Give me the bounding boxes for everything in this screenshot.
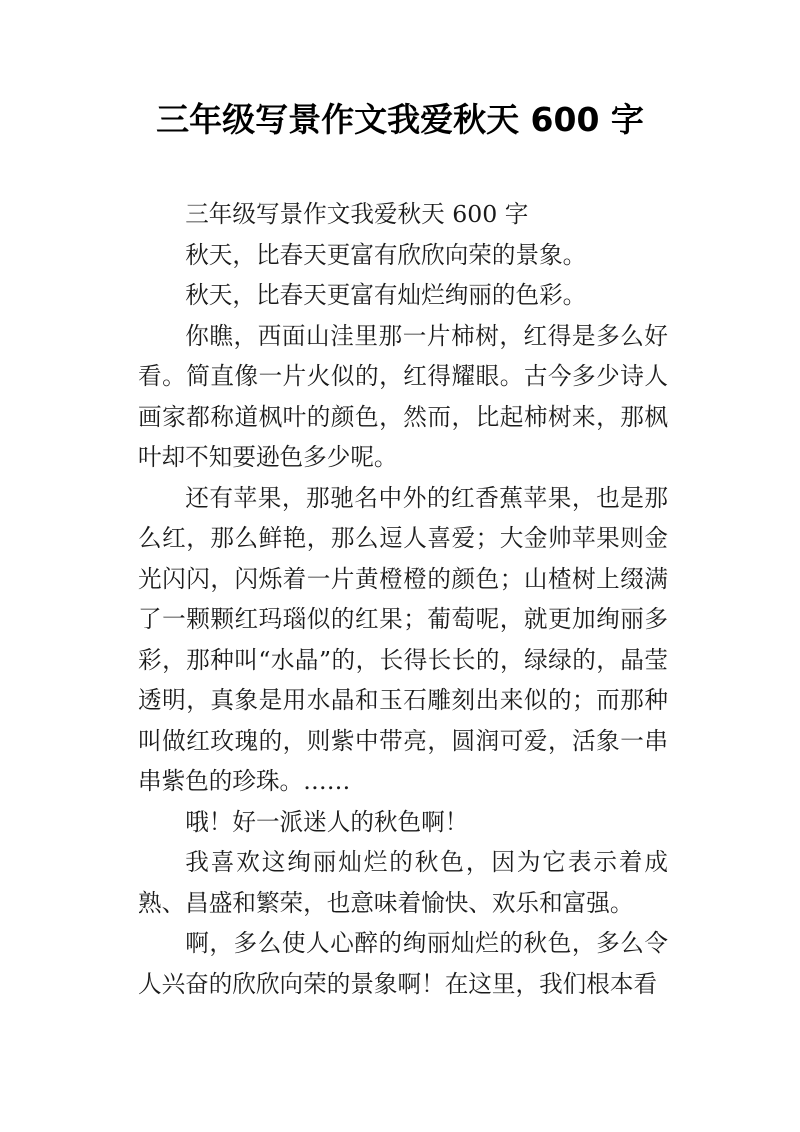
paragraph: 哦！好一派迷人的秋色啊！ — [185, 807, 469, 836]
document-body — [138, 194, 668, 1004]
paragraph: 秋天，比春天更富有欣欣向荣的景象。 — [185, 240, 587, 269]
paragraph: 你瞧，西面山洼里那一片柿树，红得是多么好看。简直像一片火似的，红得耀眼。古今多少诗人画家都称道枫叶的颜色，然而，比起柿树来，那枫叶却不知要逊色多少呢。 — [138, 321, 668, 471]
document-title: 三年级写景作文我爱秋天 600 字 — [156, 100, 644, 139]
paragraph: 啊，多么使人心醉的绚丽灿烂的秋色，多么令人兴奋的欣欣向荣的景象啊！在这里，我们根本看 — [138, 929, 668, 998]
paragraph: 我喜欢这绚丽灿烂的秋色，因为它表示着成熟、昌盛和繁荣，也意味着愉快、欢乐和富强。 — [138, 848, 668, 917]
paragraph-subtitle: 三年级写景作文我爱秋天 600 字 — [185, 200, 529, 228]
paragraph: 还有苹果，那驰名中外的红香蕉苹果，也是那么红，那么鲜艳，那么逗人喜爱；大金帅苹果则金光闪闪，闪烁着一片黄橙橙的颜色；山楂树上缀满了一颗颗红玛瑙似的红果；葡萄呢，就更加绚丽多彩，那种叫“水晶”的，长得长长的，绿绿的，晶莹透明，真象是用水晶和玉石雕刻出来似的；而那种叫做红玫瑰的，则紫中带亮，圆润可爱，活象一串串紫色的珍珠。…… — [138, 483, 668, 795]
paragraph: 秋天，比春天更富有灿烂绚丽的色彩。 — [185, 281, 587, 309]
